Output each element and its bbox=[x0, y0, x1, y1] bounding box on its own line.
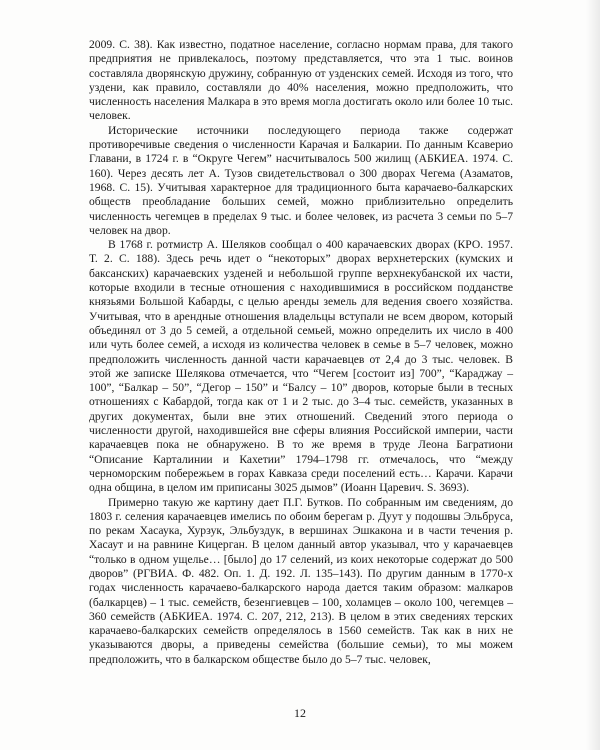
paragraph-1: 2009. С. 38). Как известно, податное население, согласно нормам права, для такого предприятия не привлекалось, поэтому представляется, что эта 1 тыс. воинов составляла дворянскую дружину, собранную от узденских семей. Исходя из того, что уздени, как правило, составляли до 40% населения, можно предположить, что численность населения Малкара в это время могла достигать около или более 10 тыс. человек. bbox=[89, 38, 513, 123]
paragraph-3: В 1768 г. ротмистр А. Шеляков сообщал о 400 карачаевских дворах (КРО. 1957. Т. 2. С. 188). Здесь речь идет о “некоторых” дворах верхнетерских (кумских и баксанских) карачаевских узденей и небольшой группе верхнекубанской их части, которые входили в тесные отношения с находившимися в российском подданстве князьями Большой Кабарды, с целью аренды земель для ведения своего хозяйства. Учитывая, что в арендные отношения владельцы вступали не всем двором, который объединял от 3 до 5 семей, а отдельной семьей, можно определить их число в 400 или чуть более семей, а исходя из количества человек в семье в 5–7 человек, можно предположить численность данной части карачаевцев от 2,4 до 3 тыс. человек. В этой же записке Шелякова отмечается, что “Чегем [состоит из] 700”, “Караджау – 100”, “Балкар – 50”, “Дегор – 150” и “Балсу – 10” дворов, которые были в тесных отношениях с Кабардой, тогда как от 1 и 2 тыс. до 3–4 тыс. семейств, указанных в других документах, были вне этих отношений. Сведений этого периода о численности другой, находившейся вне сферы влияния Российской империи, части карачаевцев пока не обнаружено. В то же время в труде Леона Багратиони “Описание Карталинии и Кахетии” 1794–1798 гг. отмечалось, что “между черноморским побережьем в горах Кавказа среди поселений есть… Карачи. Карачи одна община, в целом им приписаны 3025 дымов” (Иоанн Царевич. S. 3693). bbox=[89, 238, 513, 495]
page-edge-shadow bbox=[586, 0, 600, 750]
page-number: 12 bbox=[294, 706, 306, 720]
paragraph-4: Примерно такую же картину дает П.Г. Бутков. По собранным им сведениям, до 1803 г. селения карачаевцев имелись по обоим берегам р. Дуут у подошвы Эльбруса, по рекам Хасаука, Хурзук, Эльбуздук, в вершинах Эшкакона и в части течения р. Хасаут и на равнине Кицерган. В целом данный автор указывал, что у карачаевцев “только в одном ущелье… [было] до 17 селений, из коих некоторые содержат до 500 дворов” (РГВИА. Ф. 482. Оп. 1. Д. 192. Л. 135–143). По другим данным в 1770-х годах численность карачаево-балкарского народа дается таким образом: малкаров (балкарцев) – 1 тыс. семейств, безенгиевцев – 100, холамцев – около 100, чегемцев – 360 семейств (АБКИЕА. 1974. С. 207, 212, 213). В целом в этих сведениях терских карачаево-балкарских семейств определялось в 1560 семейств. Так как в них не указываются дворы, а приведены семейства (большие семьи), то мы можем предположить, что в балкарском обществе было до 5–7 тыс. человек, bbox=[89, 495, 513, 666]
paragraph-2: Исторические источники последующего периода также содержат противоречивые сведения о численности Карачая и Балкарии. По данным Ксаверио Главани, в 1724 г. в “Округе Чегем” насчитывалось 500 жилищ (АБКИЕА. 1974. С. 160). Через десять лет А. Тузов свидетельствовал о 300 дворах Чегема (Азаматов, 1968. С. 15). Учитывая характерное для традиционного быта карачаево-балкарских обществ преобладание больших семей, можно приблизительно определить численность чегемцев в пределах 9 тыс. и более человек, из расчета 3 семьи по 5–7 человек на двор. bbox=[89, 123, 513, 237]
body-text bbox=[89, 38, 513, 667]
